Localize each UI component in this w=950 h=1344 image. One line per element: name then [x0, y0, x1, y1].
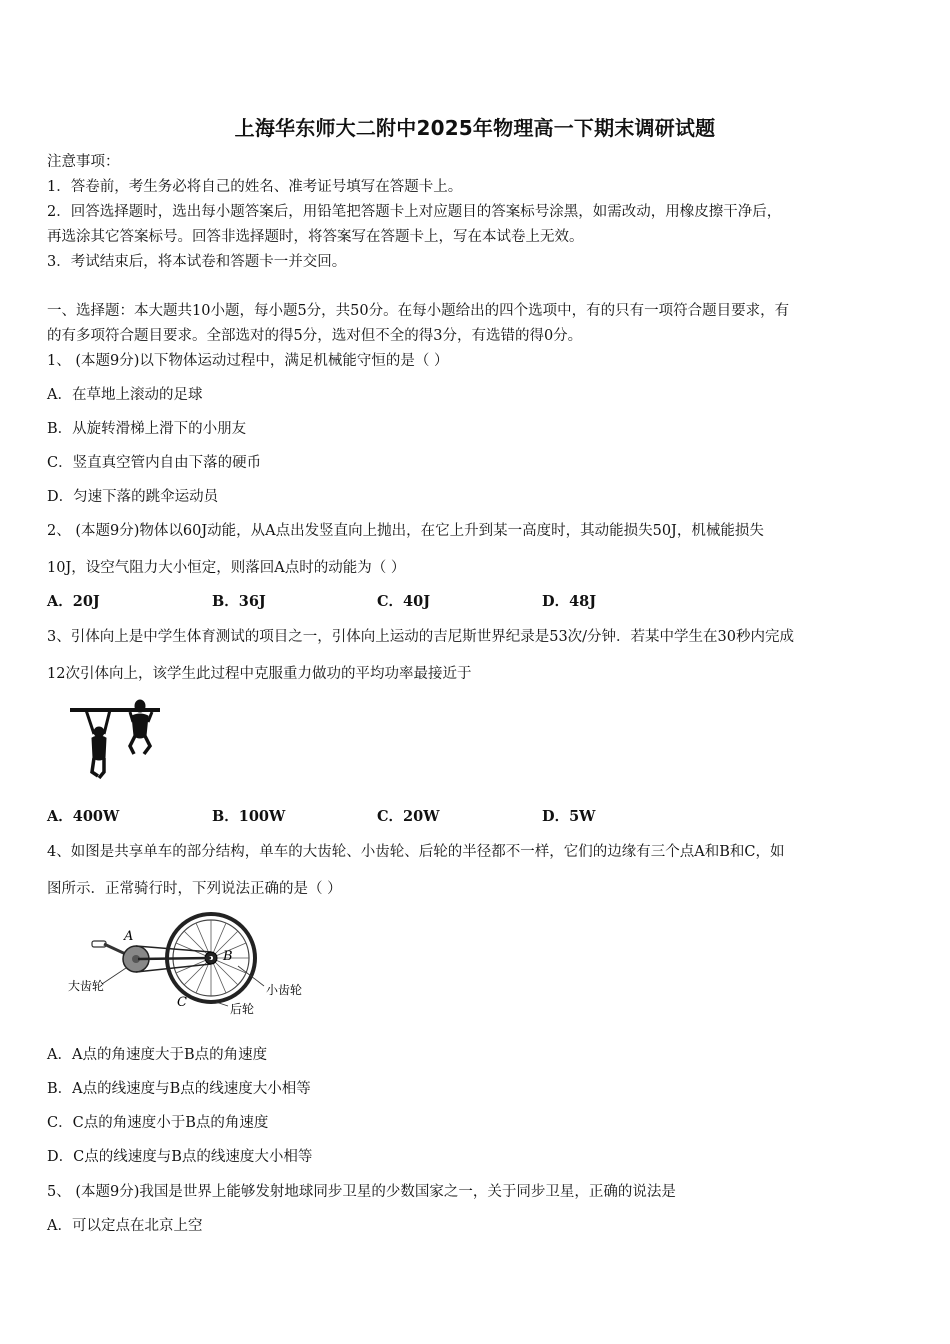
- question-3-option-c: C．20W: [377, 808, 440, 825]
- question-2-option-c: C．40J: [377, 593, 431, 610]
- question-5-stem: 5、 (本题9分)我国是世界上能够发射地球同步卫星的少数国家之一，关于同步卫星，正确的说法是: [47, 1184, 676, 1200]
- bicycle-gear-figure: [68, 912, 318, 1024]
- question-3-stem-2: 12次引体向上，该学生此过程中克服重力做功的平均功率最接近于: [47, 666, 472, 682]
- rear-wheel-label: 后轮: [230, 1002, 255, 1016]
- pull-up-figure: [70, 696, 166, 788]
- question-4-option-b: B．A点的线速度与B点的线速度大小相等: [47, 1081, 311, 1097]
- question-1-option-b: B．从旋转滑梯上滑下的小朋友: [47, 421, 247, 437]
- small-gear-label: 小齿轮: [266, 983, 303, 997]
- notice-item-3: 3．考试结束后，将本试卷和答题卡一并交回。: [47, 254, 347, 270]
- question-2-stem-2: 10J，设空气阻力大小恒定，则落回A点时的动能为（ ）: [47, 560, 406, 576]
- question-5-option-a: A．可以定点在北京上空: [47, 1218, 203, 1234]
- section-intro-line-1: 一、选择题：本大题共10小题，每小题5分，共50分。在每小题给出的四个选项中，有的只有一项符合题目要求，有: [47, 303, 790, 319]
- point-a-label: A: [124, 929, 134, 944]
- question-4-stem-1: 4、如图是共享单车的部分结构，单车的大齿轮、小齿轮、后轮的半径都不一样，它们的边缘有三个点A和B和C，如: [47, 844, 785, 860]
- notice-heading: 注意事项：: [47, 154, 120, 170]
- notice-item-2: 2．回答选择题时，选出每小题答案后，用铅笔把答题卡上对应题目的答案标号涂黑，如需改动，用橡皮擦干净后，: [47, 204, 782, 220]
- question-1-stem: 1、 (本题9分)以下物体运动过程中，满足机械能守恒的是（ ）: [47, 353, 449, 369]
- question-1-option-c: C．竖直真空管内自由下落的硬币: [47, 455, 262, 471]
- page-title: 上海华东师大二附中2025年物理高一下期末调研试题: [234, 116, 716, 140]
- question-4-option-d: D．C点的线速度与B点的线速度大小相等: [47, 1149, 313, 1165]
- notice-item-2-cont: 再选涂其它答案标号。回答非选择题时，将答案写在答题卡上，写在本试卷上无效。: [47, 229, 584, 245]
- question-3-option-d: D．5W: [542, 808, 596, 825]
- question-2-option-d: D．48J: [542, 593, 597, 610]
- question-3-stem-1: 3、引体向上是中学生体育测试的项目之一，引体向上运动的吉尼斯世界纪录是53次/分钟．若某中学生在30秒内完成: [47, 629, 795, 645]
- question-4-option-a: A．A点的角速度大于B点的角速度: [47, 1047, 268, 1063]
- point-c-label: C: [177, 995, 187, 1010]
- athlete-hanging-silhouette: [86, 710, 110, 778]
- question-1-option-a: A．在草地上滚动的足球: [47, 387, 203, 403]
- question-4-stem-2: 图所示．正常骑行时，下列说法正确的是（ ）: [47, 881, 342, 897]
- frame-stay: [138, 958, 211, 959]
- big-gear-leader: [102, 968, 126, 984]
- big-gear-label: 大齿轮: [68, 979, 105, 993]
- pull-up-bar: [70, 708, 160, 712]
- question-1-option-d: D．匀速下落的跳伞运动员: [47, 489, 219, 505]
- question-4-option-c: C．C点的角速度小于B点的角速度: [47, 1115, 269, 1131]
- section-intro-line-2: 的有多项符合题目要求。全部选对的得5分，选对但不全的得3分，有选错的得0分。: [47, 328, 583, 344]
- question-3-option-b: B．100W: [212, 808, 286, 825]
- question-2-option-b: B．36J: [212, 593, 266, 610]
- point-b-label: B: [223, 949, 233, 964]
- question-2-option-a: A．20J: [47, 593, 100, 610]
- question-2-stem-1: 2、 (本题9分)物体以60J动能，从A点出发竖直向上抛出，在它上升到某一高度时，其动能损失50J，机械能损失: [47, 523, 764, 539]
- question-3-option-a: A．400W: [47, 808, 120, 825]
- notice-item-1: 1．答卷前，考生务必将自己的姓名、准考证号填写在答题卡上。: [47, 179, 463, 195]
- small-gear-leader: [238, 966, 264, 986]
